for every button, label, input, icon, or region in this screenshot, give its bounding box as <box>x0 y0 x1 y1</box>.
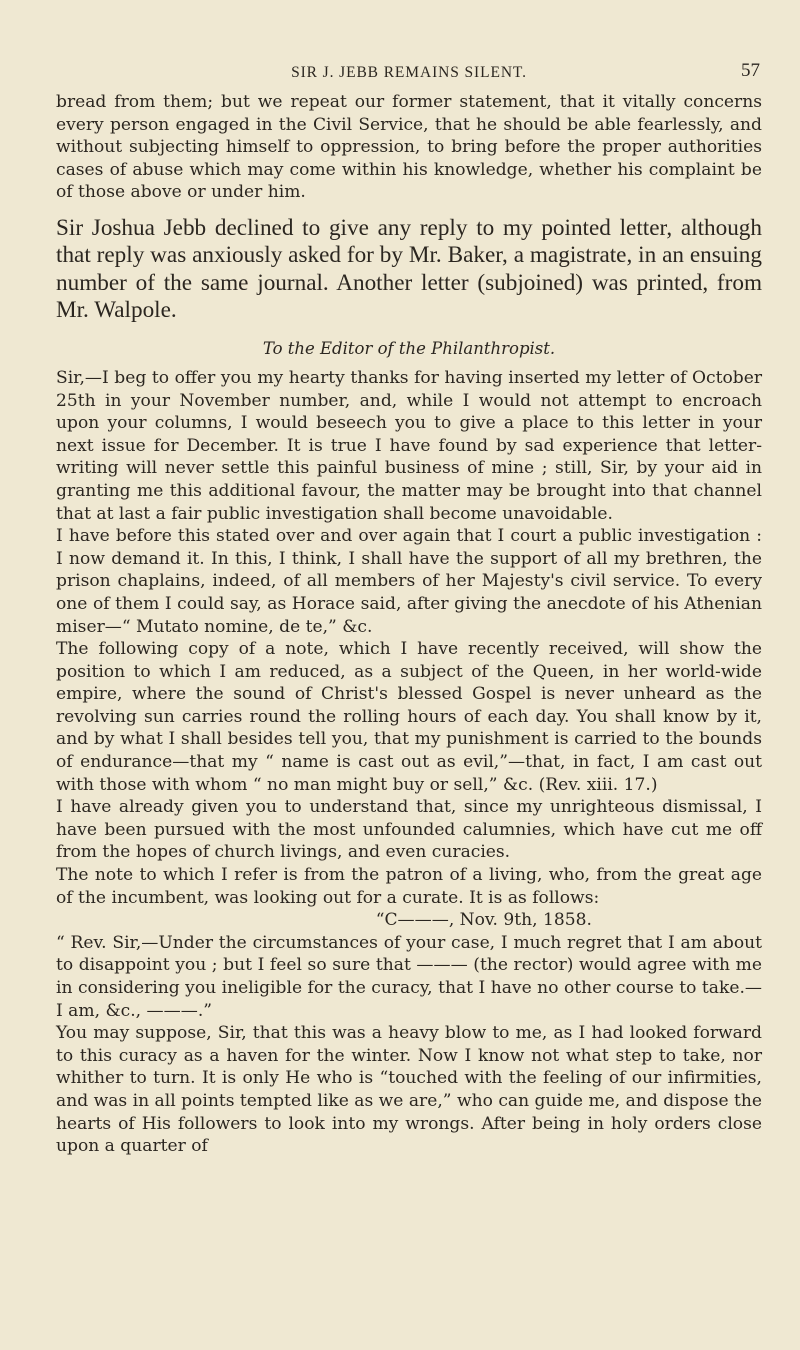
letter-paragraph-2: I have before this stated over and over again that I court a public investigation : I now demand it. In this, I think, I shall have the support of all my brethren, the prison chaplains, indeed, of all members of her Majesty's civil service. To every one of them I could say, as Horace said, after giving the anecdote of his Athenian miser—“ Mutato nomine, de te,” &c. <box>56 526 762 637</box>
running-head: SIR J. JEBB REMAINS SILENT. <box>291 64 527 81</box>
letter-paragraph-4: I have already given you to understand that, since my unrighteous dismissal, I have been pursued with the most unfounded calumnies, which have cut me off from the hopes of church livings, and even curacies. <box>56 797 762 863</box>
page-header <box>58 58 760 88</box>
page-number: 57 <box>741 60 760 81</box>
page-body <box>56 91 762 1158</box>
paragraph-1: bread from them; but we repeat our former statement, that it vitally concerns every person engaged in the Civil Service, that he should be able fearlessly, and without subjecting himself to oppression, to bring before the proper authorities cases of abuse which may come within his knowledge, whether his complaint be of those above or under him. <box>56 92 762 203</box>
dateline: “C———, Nov. 9th, 1858. <box>375 910 592 931</box>
paragraph-2-large: Sir Joshua Jebb declined to give any reply to my pointed letter, although that reply was anxiously asked for by Mr. Baker, a magistrate, in an ensuing number of the same journal. Another letter (subjoined) was printed, from Mr. Walpole. <box>56 214 762 324</box>
letter-paragraph-3: The following copy of a note, which I have recently received, will show the position to which I am reduced, as a subject of the Queen, in her world-wide empire, where the sound of Christ's blessed Gospel is never unheard as the revolving sun carries round the rolling hours of each day. You shall know by it, and by what I shall besides tell you, that my punishment is carried to the bounds of endurance—that my “ name is cast out as evil,”—that, in fact, I am cast out with those with whom “ no man might buy or sell,” &c. (Rev. xiii. 17.) <box>56 639 762 795</box>
letter-paragraph-5: The note to which I refer is from the patron of a living, who, from the great age of the incumbent, was looking out for a curate. It is as follows: <box>56 865 762 908</box>
quoted-note: “ Rev. Sir,—Under the circumstances of your case, I much regret that I am about to disappoint you ; but I feel so sure that ——— (the rector) would agree with me in considering you ineligible for the curacy, that I have no other course to take.—I am, &c., ———.” <box>56 932 762 1021</box>
letter-heading: To the Editor of the Philanthropist. <box>262 338 556 358</box>
letter-paragraph-7: You may suppose, Sir, that this was a heavy blow to me, as I had looked forward to this curacy as a haven for the winter. Now I know not what step to take, nor whither to turn. It is only He who is “touched with the feeling of our infirmities, and was in all points tempted like as we are,” who can guide me, and dispose the hearts of His followers to look into my wrongs. After being in holy orders close upon a quarter of <box>56 1023 762 1157</box>
letter-paragraph-1: Sir,—I beg to offer you my hearty thanks for having inserted my letter of October 25th in your November number, and, while I would not attempt to encroach upon your columns, I would beseech you to give a place to this letter in your next issue for December. It is true I have found by sad experience that letter-writing will never settle this painful business of mine ; still, Sir, by your aid in granting me this additional favour, the matter may be brought into that channel that at last a fair public investigation shall become unavoidable. <box>56 367 762 524</box>
